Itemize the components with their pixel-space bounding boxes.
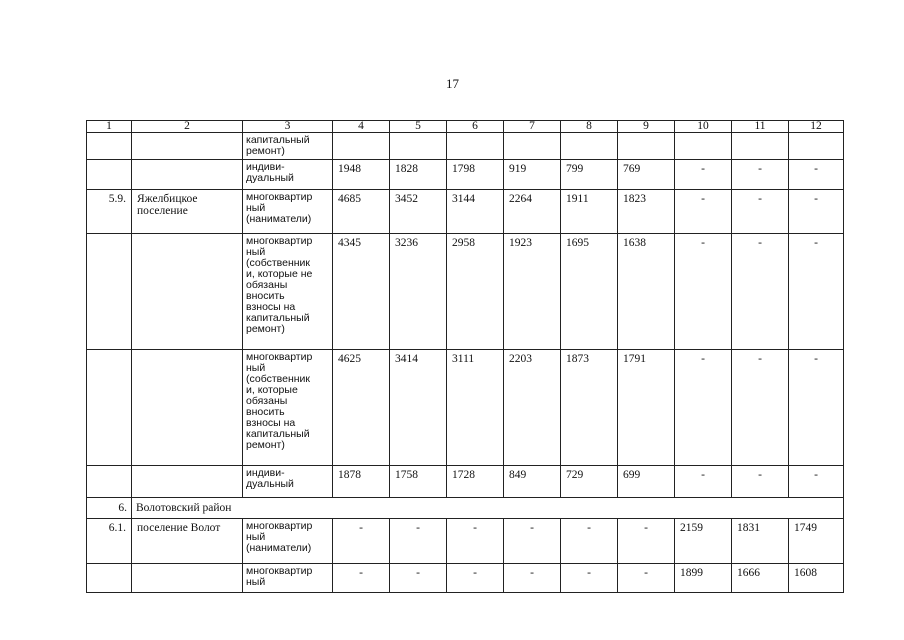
settlement-cell xyxy=(132,160,243,190)
value-cell: 1823 xyxy=(618,190,675,234)
value-cell xyxy=(504,133,561,160)
settlement-cell xyxy=(132,234,243,350)
row-number-cell: 6.1. xyxy=(87,519,132,564)
value-cell: - xyxy=(789,466,844,498)
value-cell: 2264 xyxy=(504,190,561,234)
value-cell: - xyxy=(675,350,732,466)
value-cell: 3452 xyxy=(390,190,447,234)
value-cell: 1899 xyxy=(675,564,732,593)
row-number-cell xyxy=(87,350,132,466)
value-cell: 1749 xyxy=(789,519,844,564)
housing-type-cell: капитальный ремонт) xyxy=(243,133,333,160)
settlement-cell xyxy=(132,350,243,466)
header-cell: 5 xyxy=(390,121,447,133)
table-header-row xyxy=(87,121,844,133)
value-cell: 729 xyxy=(561,466,618,498)
value-cell: - xyxy=(732,190,789,234)
value-cell: 799 xyxy=(561,160,618,190)
settlement-cell xyxy=(132,133,243,160)
header-cell: 2 xyxy=(132,121,243,133)
header-cell: 7 xyxy=(504,121,561,133)
settlement-cell: Яжелбицкое поселение xyxy=(132,190,243,234)
value-cell: 3414 xyxy=(390,350,447,466)
value-cell: 849 xyxy=(504,466,561,498)
value-cell: - xyxy=(675,234,732,350)
value-cell: - xyxy=(732,160,789,190)
value-cell: 4685 xyxy=(333,190,390,234)
value-cell: 769 xyxy=(618,160,675,190)
value-cell: 1791 xyxy=(618,350,675,466)
housing-type-cell: индиви- дуальный xyxy=(243,160,333,190)
value-cell xyxy=(789,133,844,160)
housing-type-cell: многоквартир ный xyxy=(243,564,333,593)
value-cell: - xyxy=(789,160,844,190)
table-row xyxy=(87,234,844,350)
value-cell xyxy=(732,133,789,160)
value-cell: 1695 xyxy=(561,234,618,350)
value-cell: - xyxy=(675,190,732,234)
region-row xyxy=(87,498,844,519)
value-cell: 1948 xyxy=(333,160,390,190)
table-row xyxy=(87,519,844,564)
header-cell: 11 xyxy=(732,121,789,133)
value-cell: 1828 xyxy=(390,160,447,190)
header-cell: 9 xyxy=(618,121,675,133)
value-cell: 1728 xyxy=(447,466,504,498)
tariff-table xyxy=(86,120,844,593)
page-number: 17 xyxy=(446,76,459,91)
value-cell: - xyxy=(390,564,447,593)
value-cell xyxy=(333,133,390,160)
value-cell: 1608 xyxy=(789,564,844,593)
value-cell: - xyxy=(390,519,447,564)
value-cell: 1831 xyxy=(732,519,789,564)
settlement-cell xyxy=(132,466,243,498)
row-number-cell xyxy=(87,564,132,593)
value-cell: 3144 xyxy=(447,190,504,234)
value-cell: - xyxy=(618,564,675,593)
header-cell: 3 xyxy=(243,121,333,133)
value-cell: 2203 xyxy=(504,350,561,466)
table-row xyxy=(87,466,844,498)
value-cell: - xyxy=(504,564,561,593)
value-cell: 2958 xyxy=(447,234,504,350)
value-cell: 1923 xyxy=(504,234,561,350)
value-cell: 1878 xyxy=(333,466,390,498)
value-cell xyxy=(675,133,732,160)
row-number-cell xyxy=(87,466,132,498)
value-cell: 1638 xyxy=(618,234,675,350)
header-cell: 6 xyxy=(447,121,504,133)
value-cell: - xyxy=(561,519,618,564)
value-cell: 919 xyxy=(504,160,561,190)
table-row xyxy=(87,160,844,190)
value-cell: 4345 xyxy=(333,234,390,350)
value-cell: - xyxy=(618,519,675,564)
region-name-cell: Волотовский район xyxy=(132,498,844,519)
value-cell: 1911 xyxy=(561,190,618,234)
value-cell: - xyxy=(789,190,844,234)
header-cell: 8 xyxy=(561,121,618,133)
value-cell xyxy=(618,133,675,160)
value-cell: 3111 xyxy=(447,350,504,466)
value-cell: - xyxy=(504,519,561,564)
value-cell xyxy=(561,133,618,160)
housing-type-cell: многоквартир ный (наниматели) xyxy=(243,519,333,564)
header-cell: 1 xyxy=(87,121,132,133)
header-cell: 12 xyxy=(789,121,844,133)
housing-type-cell: многоквартир ный (собственник и, которые обязаны вносить взносы на капитальный ремонт) xyxy=(243,350,333,466)
value-cell: - xyxy=(789,234,844,350)
value-cell: - xyxy=(333,564,390,593)
header-cell: 10 xyxy=(675,121,732,133)
value-cell: 4625 xyxy=(333,350,390,466)
value-cell xyxy=(447,133,504,160)
housing-type-cell: индиви- дуальный xyxy=(243,466,333,498)
value-cell: 2159 xyxy=(675,519,732,564)
row-number-cell xyxy=(87,160,132,190)
value-cell: 1666 xyxy=(732,564,789,593)
value-cell: 1758 xyxy=(390,466,447,498)
value-cell: - xyxy=(732,466,789,498)
value-cell: - xyxy=(675,466,732,498)
table-row xyxy=(87,564,844,593)
value-cell: 3236 xyxy=(390,234,447,350)
value-cell: - xyxy=(333,519,390,564)
housing-type-cell: многоквартир ный (собственник и, которые не обязаны вносить взносы на капитальный ремонт) xyxy=(243,234,333,350)
value-cell: 699 xyxy=(618,466,675,498)
row-number-cell xyxy=(87,133,132,160)
value-cell: 1873 xyxy=(561,350,618,466)
value-cell: - xyxy=(789,350,844,466)
value-cell: - xyxy=(561,564,618,593)
settlement-cell: поселение Волот xyxy=(132,519,243,564)
region-number-cell: 6. xyxy=(87,498,132,519)
value-cell: 1798 xyxy=(447,160,504,190)
value-cell: - xyxy=(447,564,504,593)
value-cell: - xyxy=(732,350,789,466)
header-cell: 4 xyxy=(333,121,390,133)
settlement-cell xyxy=(132,564,243,593)
value-cell: - xyxy=(732,234,789,350)
row-number-cell xyxy=(87,234,132,350)
value-cell: - xyxy=(675,160,732,190)
housing-type-cell: многоквартир ный (наниматели) xyxy=(243,190,333,234)
table-row xyxy=(87,133,844,160)
row-number-cell: 5.9. xyxy=(87,190,132,234)
value-cell: - xyxy=(447,519,504,564)
value-cell xyxy=(390,133,447,160)
table-row xyxy=(87,350,844,466)
table-row xyxy=(87,190,844,234)
